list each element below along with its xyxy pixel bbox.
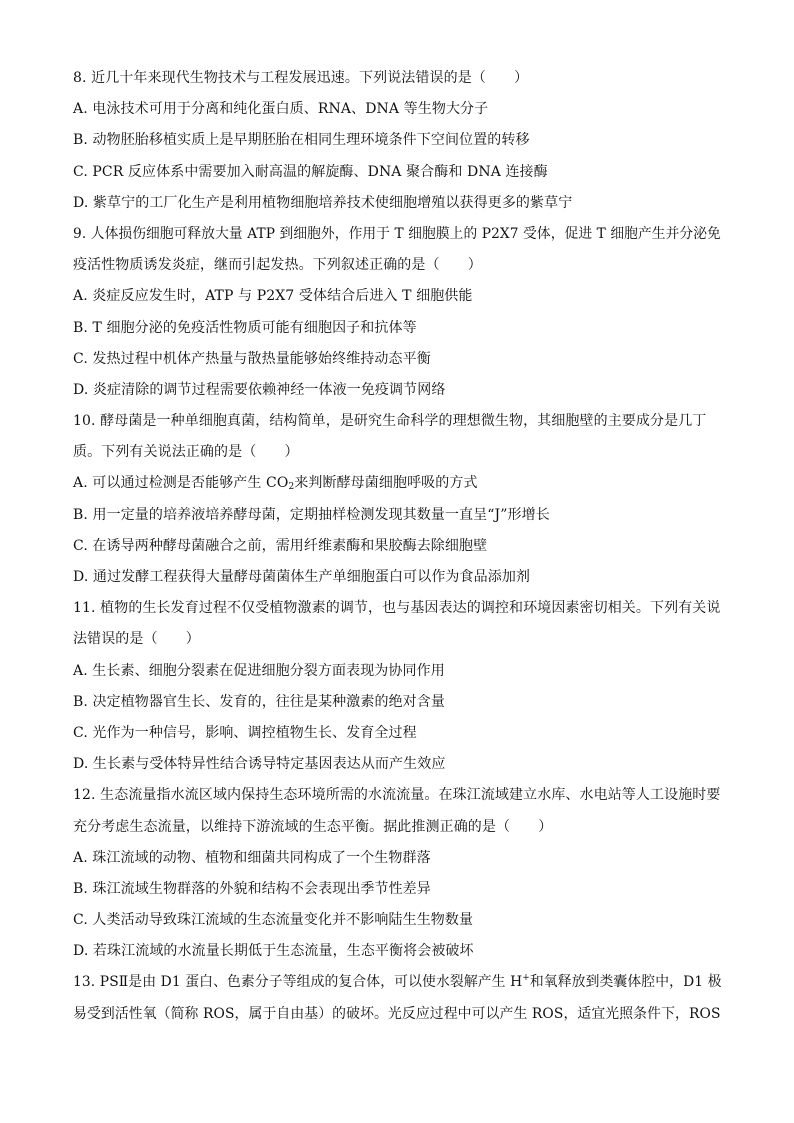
option-c: C. 发热过程中机体产热量与散热量能够始终维持动态平衡: [73, 350, 431, 367]
option-d: D. 紫草宁的工厂化生产是利用植物细胞培养技术使细胞增殖以获得更多的紫草宁: [73, 194, 573, 211]
option-b: B. T 细胞分泌的免疫活性物质可能有细胞因子和抗体等: [73, 319, 417, 336]
option-b: B. 用一定量的培养液培养酵母菌，定期抽样检测发现其数量一直呈“J”形增长: [73, 506, 550, 523]
option-a: A. 炎症反应发生时，ATP 与 P2X7 受体结合后进入 T 细胞供能: [73, 288, 473, 305]
option-d: D. 生长素与受体特异性结合诱导特定基因表达从而产生效应: [73, 756, 446, 773]
option-d: D. 若珠江流域的水流量长期低于生态流量，生态平衡将会被破坏: [73, 943, 474, 960]
question-stem: [73, 967, 722, 998]
question-stem: 12. 生态流量指水流区域内保持生态环境所需的水流流量。在珠江流域建立水库、水电站等人工设施时要: [73, 787, 721, 804]
question-9: [73, 219, 721, 406]
question-stem: 10. 酵母菌是一种单细胞真菌，结构简单，是研究生命科学的理想微生物，其细胞壁的主要成分是几丁: [73, 413, 707, 430]
question-11: [73, 593, 721, 780]
option-c: C. 在诱导两种酵母菌融合之前，需用纤维素酶和果胶酶去除细胞壁: [73, 537, 488, 554]
option-a: A. 生长素、细胞分裂素在促进细胞分裂方面表现为协同作用: [73, 662, 445, 679]
question-stem-continued: 质。下列有关说法正确的是（ ）: [73, 444, 299, 461]
option-b: B. 决定植物器官生长、发育的，往往是某种激素的绝对含量: [73, 693, 445, 710]
option-d: D. 通过发酵工程获得大量酵母菌菌体生产单细胞蛋白可以作为食品添加剂: [73, 569, 531, 585]
question-stem: 11. 植物的生长发育过程不仅受植物激素的调节，也与基因表达的调控和环境因素密切相关。下列有关说: [73, 600, 721, 617]
question-stem: 8. 近几十年来现代生物技术与工程发展迅速。下列说法错误的是（ ）: [73, 70, 529, 86]
question-stem-continued: 易受到活性氧（简称 ROS，属于自由基）的破坏。光反应过程中可以产生 ROS，适宜光照条件下，ROS: [73, 1005, 721, 1022]
question-10: [73, 406, 718, 593]
option-a: [73, 468, 718, 499]
question-stem: 9. 人体损伤细胞可释放大量 ATP 到细胞外，作用于 T 细胞膜上的 P2X7 受体，促进 T 细胞产生并分泌免: [73, 225, 721, 242]
question-13: [73, 967, 722, 1029]
question-stem-continued: 疫活性物质诱发炎症，继而引起发热。下列叙述正确的是（ ）: [73, 257, 482, 274]
question-12: [73, 780, 721, 967]
option-a-text-end: 来判断酵母菌细胞呼吸的方式: [294, 475, 478, 492]
question-8: [73, 63, 718, 219]
superscript-plus: +: [522, 973, 530, 984]
subscript-2: 2: [288, 482, 295, 493]
option-c: C. 人类活动导致珠江流域的生态流量变化并不影响陆生生物数量: [73, 912, 474, 929]
stem-text-end: 和氧释放到类囊体腔中，D1 极: [529, 974, 722, 991]
option-a-text: A. 可以通过检测是否能够产生 CO: [73, 475, 289, 492]
question-stem-continued: 充分考虑生态流量，以维持下游流域的生态平衡。据此推测正确的是（ ）: [73, 818, 553, 835]
option-a: A. 电泳技术可用于分离和纯化蛋白质、RNA、DNA 等生物大分子: [73, 101, 489, 118]
option-a: A. 珠江流域的动物、植物和细菌共同构成了一个生物群落: [73, 849, 431, 866]
option-b: B. 珠江流域生物群落的外貌和结构不会表现出季节性差异: [73, 880, 431, 897]
option-c: C. 光作为一种信号，影响、调控植物生长、发育全过程: [73, 724, 417, 741]
option-c: C. PCR 反应体系中需要加入耐高温的解旋酶、DNA 聚合酶和 DNA 连接酶: [73, 163, 548, 180]
stem-text: 13. PSⅡ是由 D1 蛋白、色素分子等组成的复合体，可以使水裂解产生 H: [73, 974, 523, 991]
option-d: D. 炎症清除的调节过程需要依赖神经一体液一免疫调节网络: [73, 381, 446, 398]
question-page: [73, 63, 722, 1030]
option-b: B. 动物胚胎移植实质上是早期胚胎在相同生理环境条件下空间位置的转移: [73, 132, 530, 149]
question-stem-continued: 法错误的是（ ）: [73, 631, 200, 648]
